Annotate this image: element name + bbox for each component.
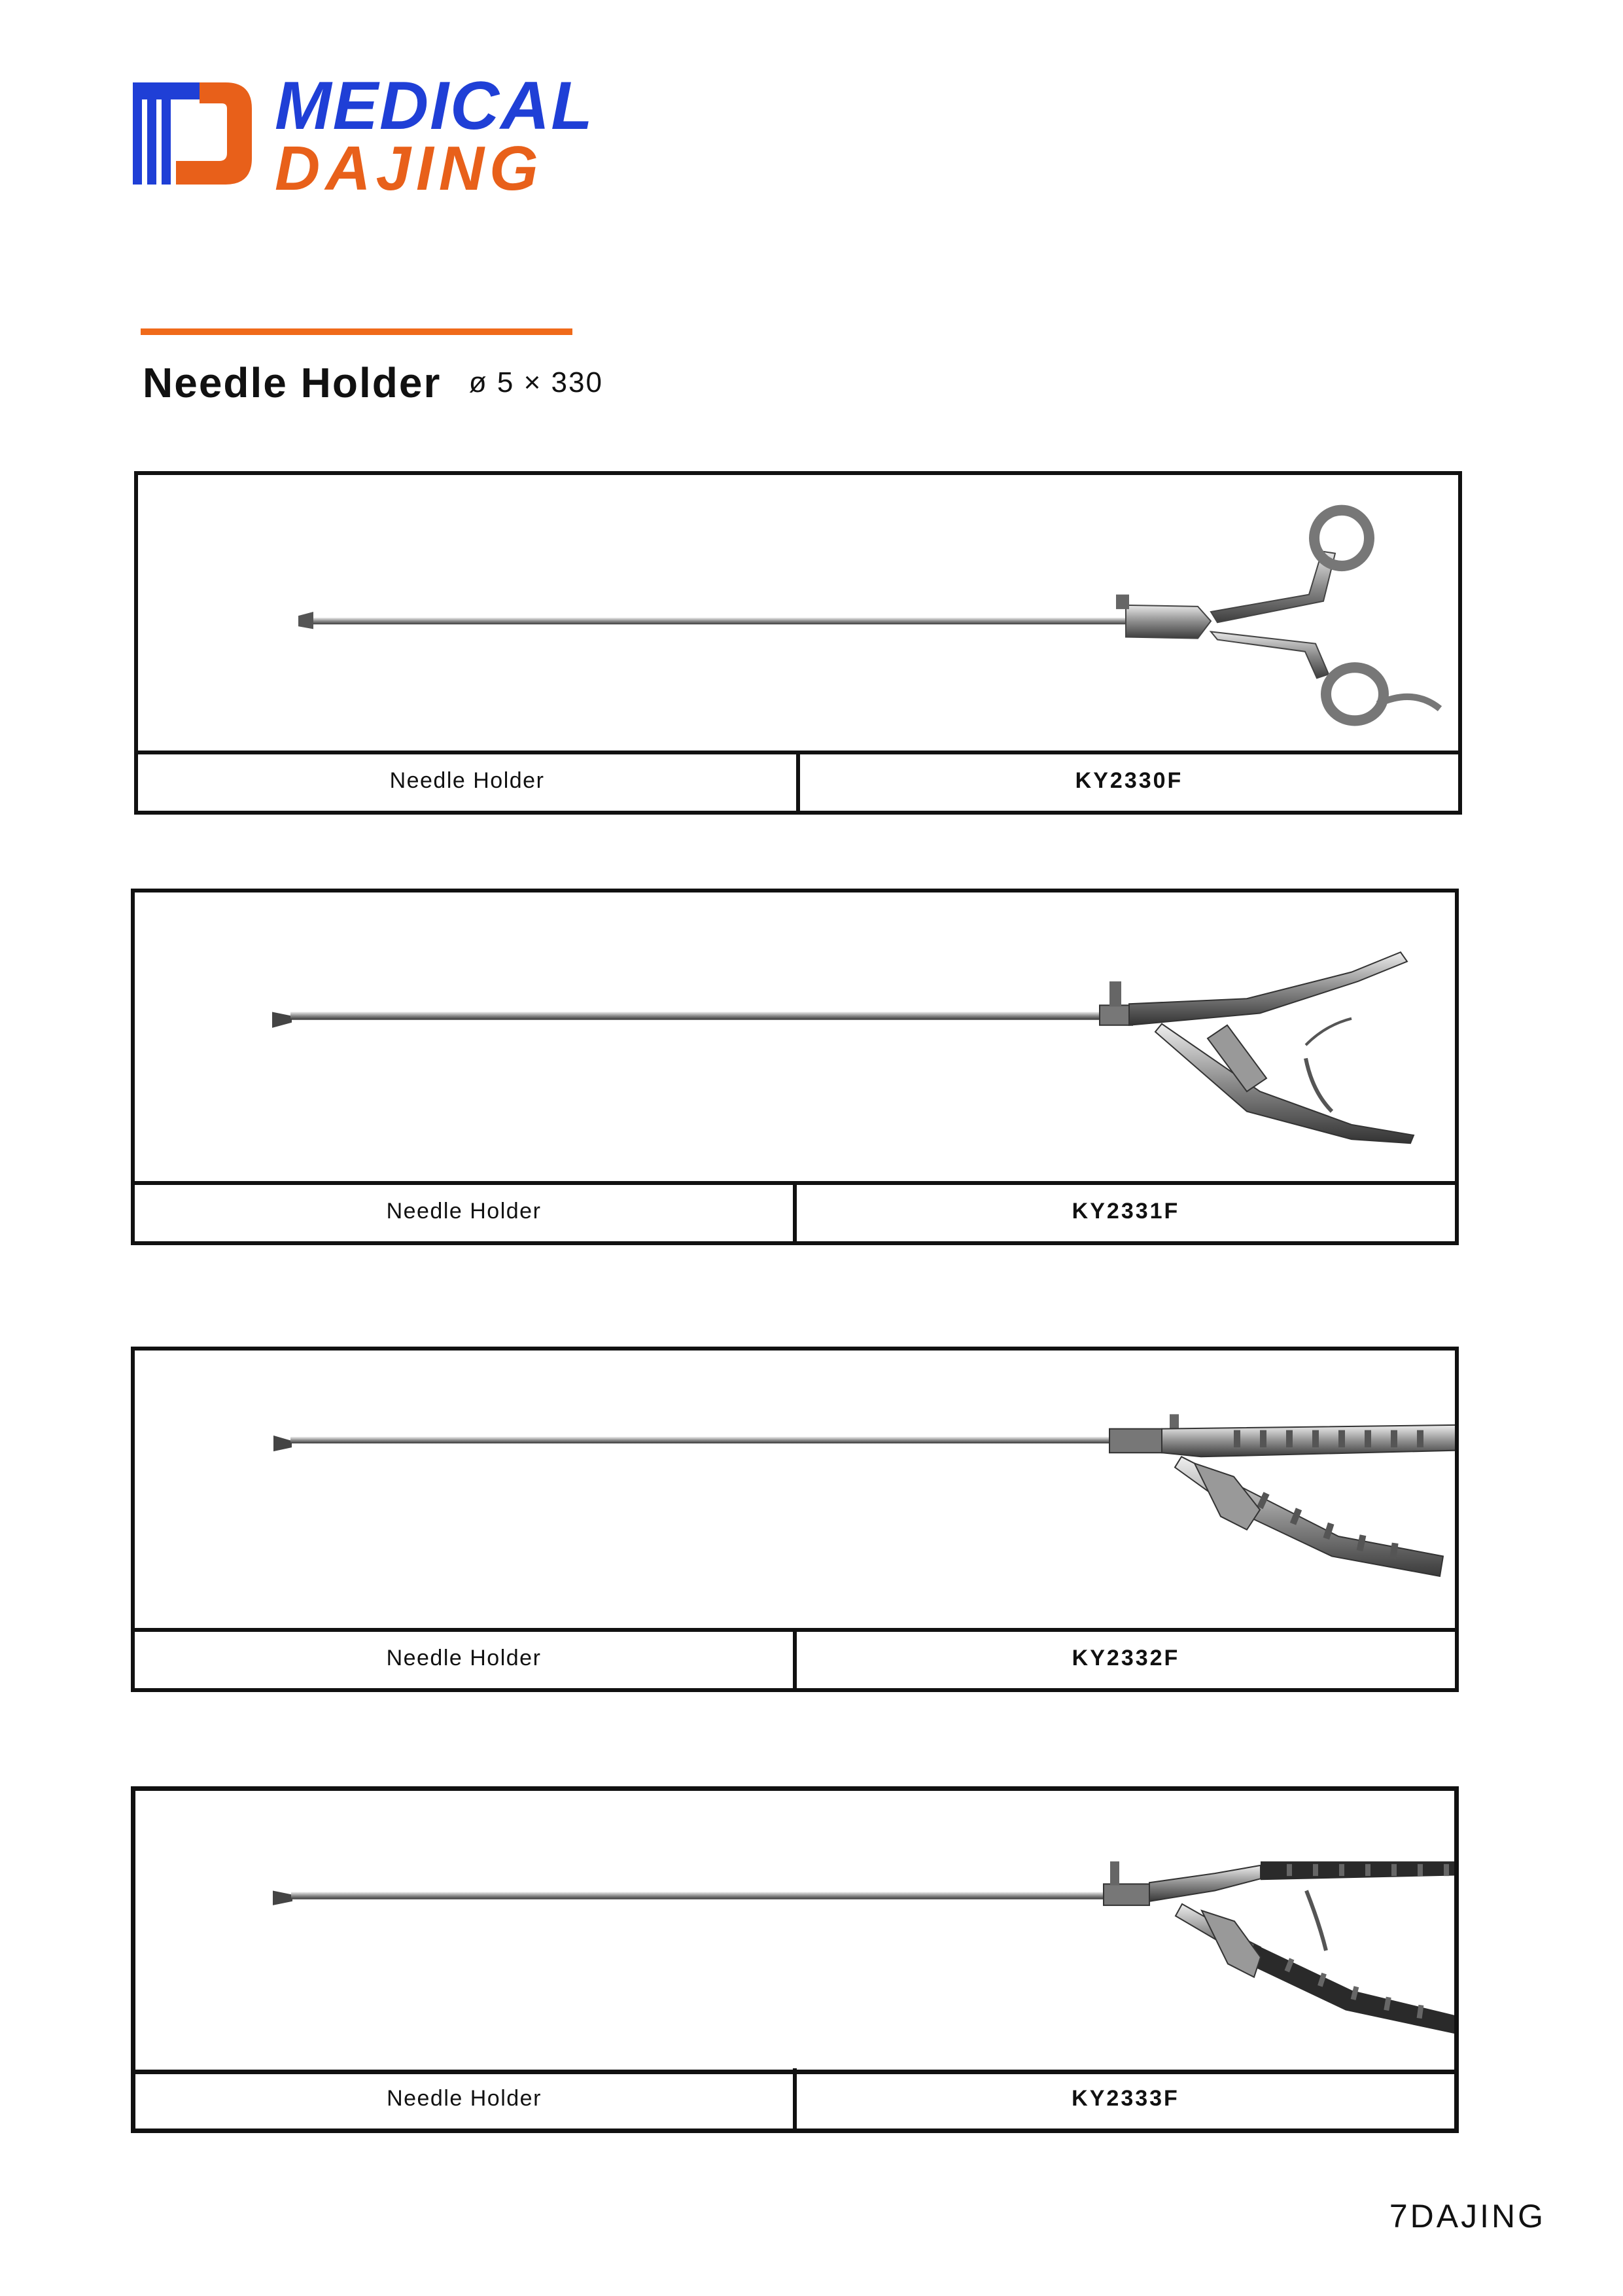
page-footer-label: 7DAJING	[1389, 2198, 1546, 2234]
product-card	[131, 889, 1459, 1245]
brand-name-line1: MEDICAL	[275, 68, 594, 144]
product-name: Needle Holder	[387, 2085, 542, 2111]
product-code: KY2333F	[793, 2068, 1454, 2128]
size-spec: ø 5 × 330	[468, 366, 603, 398]
product-image	[138, 475, 1458, 754]
black-grip-needle-holder-icon	[135, 1791, 1454, 2070]
ring-handle-needle-holder-icon	[138, 475, 1458, 751]
table-row	[135, 1628, 1455, 1688]
product-image	[135, 1791, 1454, 2074]
product-card	[131, 1786, 1459, 2133]
product-card	[131, 1347, 1459, 1692]
product-name: Needle Holder	[386, 1198, 542, 1224]
product-card	[134, 471, 1462, 815]
product-code: KY2330F	[796, 751, 1458, 811]
table-row	[135, 1181, 1455, 1241]
table-row	[135, 2068, 1454, 2128]
product-code: KY2332F	[793, 1628, 1455, 1688]
product-code: KY2331F	[793, 1181, 1455, 1241]
title-accent-rule	[141, 328, 572, 335]
table-row	[138, 751, 1458, 811]
product-name: Needle Holder	[386, 1645, 542, 1670]
product-name: Needle Holder	[389, 768, 545, 793]
ribbed-handle-needle-holder-icon	[135, 1351, 1455, 1628]
dajing-logo-icon	[128, 77, 258, 188]
brand-logo	[128, 68, 599, 203]
spring-handle-needle-holder-icon	[135, 892, 1455, 1181]
product-image	[135, 1351, 1455, 1632]
page-title: Needle Holder	[143, 359, 442, 406]
page-heading	[143, 359, 603, 407]
product-image	[135, 892, 1455, 1185]
brand-name-line2: DAJING	[275, 133, 544, 203]
